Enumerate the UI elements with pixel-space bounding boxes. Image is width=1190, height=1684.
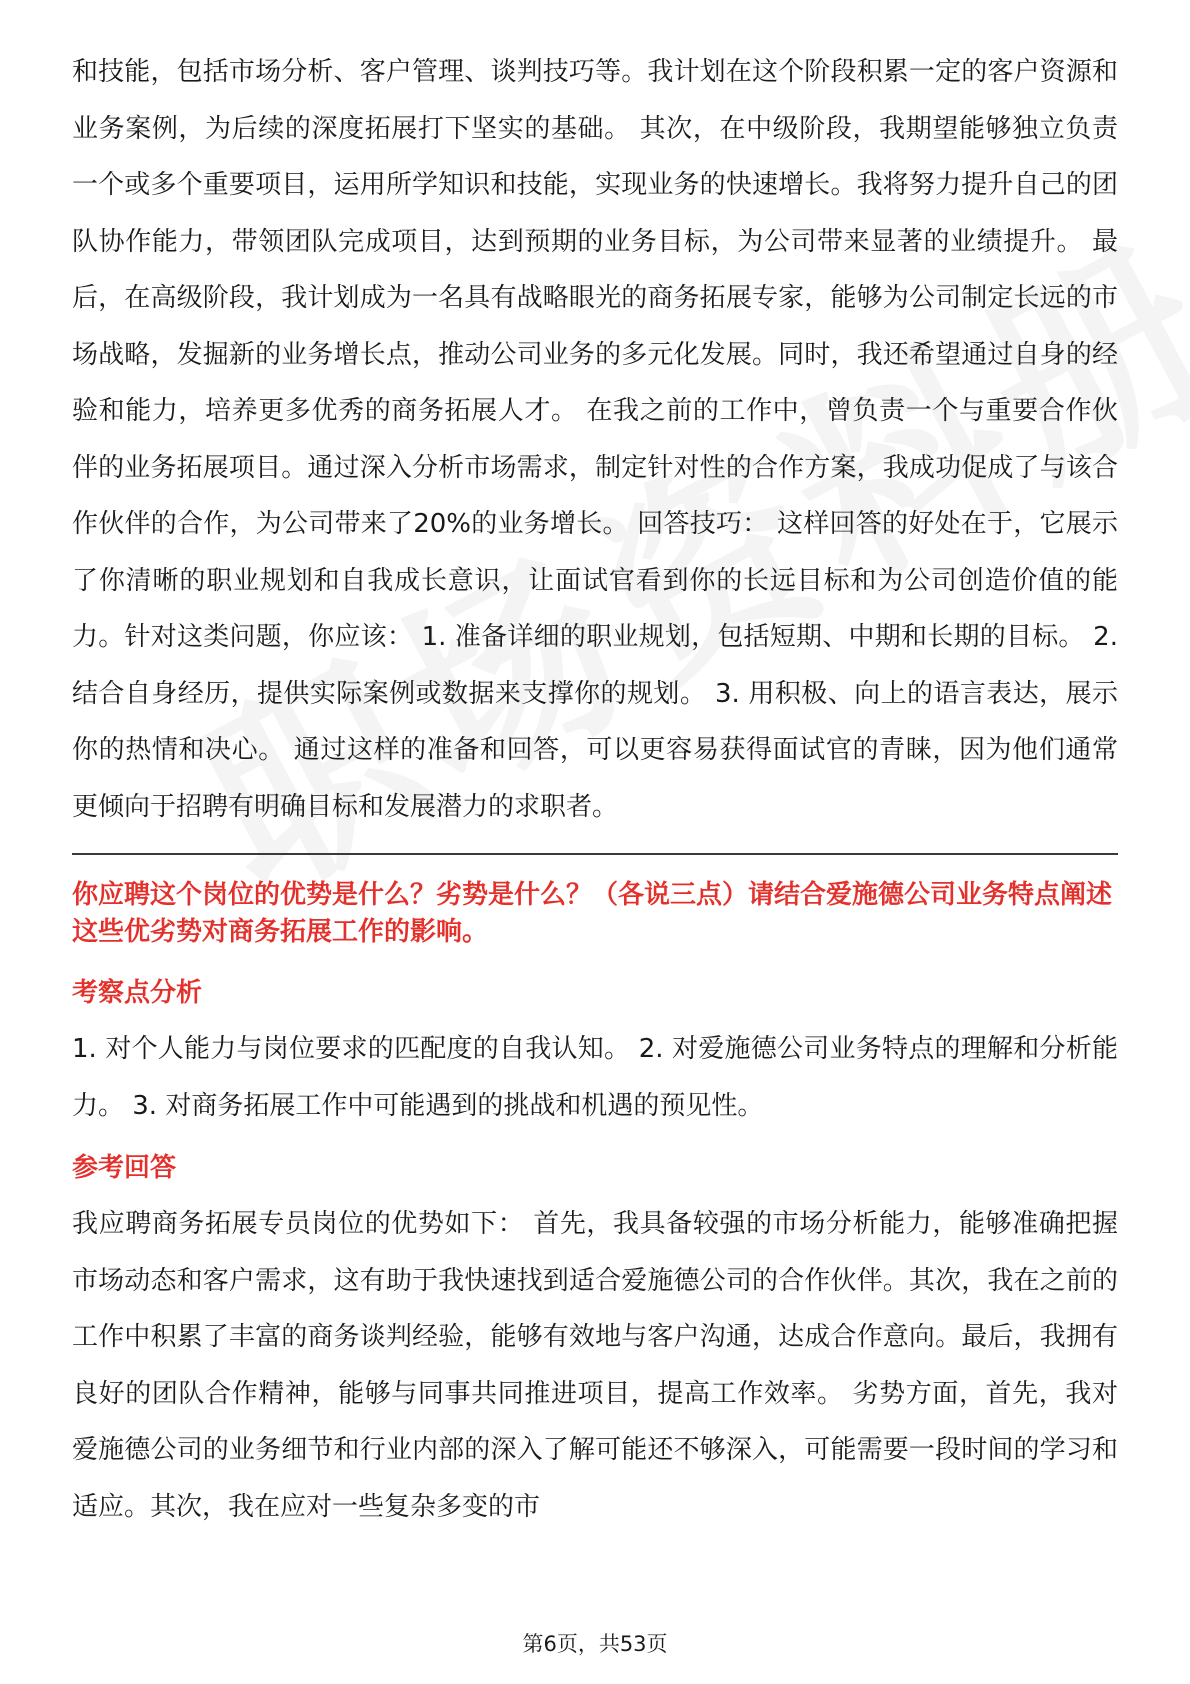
page-number: 第6页，共53页 xyxy=(522,1632,668,1656)
question-title: 你应聘这个岗位的优势是什么？劣势是什么？（各说三点）请结合爱施德公司业务特点阐述这些优劣势对商务拓展工作的影响。 xyxy=(72,880,1113,947)
analysis-paragraph: 1. 对个人能力与岗位要求的匹配度的自我认知。 2. 对爱施德公司业务特点的理解和分析能力。 3. 对商务拓展工作中可能遇到的挑战和机遇的预见性。 xyxy=(72,1034,1118,1121)
continued-answer-paragraph: 和技能，包括市场分析、客户管理、谈判技巧等。我计划在这个阶段积累一定的客户资源和业务案例，为后续的深度拓展打下坚实的基础。 其次，在中级阶段，我期望能够独立负责一个或多个重要项目，运用所学知识和技能，实现业务的快速增长。我将努力提升自己的团队协作能力，带领团队完成项目，达到预期的业务目标，为公司带来显著的业绩提升。 最后，在高级阶段，我计划成为一名具有战略眼光的商务拓展专家，能够为公司制定长远的市场战略，发掘新的业务增长点，推动公司业务的多元化发展。同时，我还希望通过自身的经验和能力，培养更多优秀的商务拓展人才。 在我之前的工作中，曾负责一个与重要合作伙伴的业务拓展项目。通过深入分析市场需求，制定针对性的合作方案，我成功促成了与该合作伙伴的合作，为公司带来了20%的业务增长。 回答技巧： 这样回答的好处在于，它展示了你清晰的职业规划和自我成长意识，让面试官看到你的长远目标和为公司创造价值的能力。针对这类问题，你应该： 1. 准备详细的职业规划，包括短期、中期和长期的目标。 2. 结合自身经历，提供实际案例或数据来支撑你的规划。 3. 用积极、向上的语言表达，展示你的热情和决心。 通过这样的准备和回答，可以更容易获得面试官的青睐，因为他们通常更倾向于招聘有明确目标和发展潜力的求职者。 xyxy=(72,57,1118,822)
section-divider xyxy=(72,853,1118,855)
reference-answer-paragraph: 我应聘商务拓展专员岗位的优势如下： 首先，我具备较强的市场分析能力，能够准确把握市场动态和客户需求，这有助于我快速找到适合爱施德公司的合作伙伴。其次，我在之前的工作中积累了丰富的商务谈判经验，能够有效地与客户沟通，达成合作意向。最后，我拥有良好的团队合作精神，能够与同事共同推进项目，提高工作效率。 劣势方面，首先，我对爱施德公司的业务细节和行业内部的深入了解可能还不够深入，可能需要一段时间的学习和适应。其次，我在应对一些复杂多变的市 xyxy=(72,1209,1118,1522)
reference-answer-heading: 参考回答 xyxy=(72,1153,177,1183)
page-content xyxy=(72,44,1118,1535)
analysis-heading: 考察点分析 xyxy=(72,978,203,1008)
